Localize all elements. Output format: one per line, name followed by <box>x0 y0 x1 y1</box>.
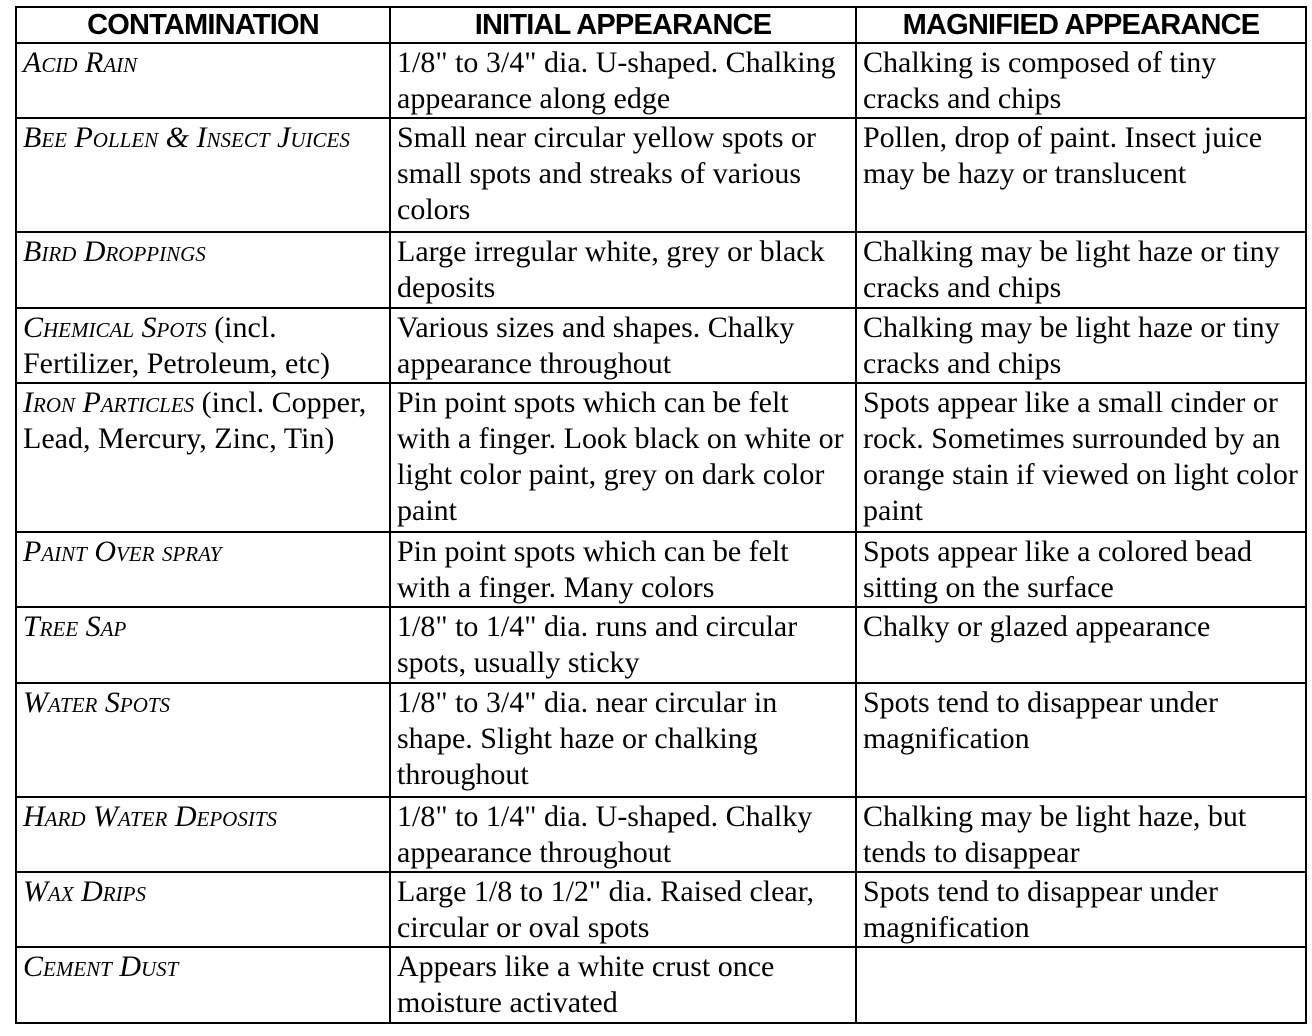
header-initial-appearance: INITIAL APPEARANCE <box>390 7 856 43</box>
table-row <box>16 43 1306 118</box>
initial-appearance-cell: Large 1/8 to 1/2" dia. Raised clear, circular or oval spots <box>390 872 856 947</box>
magnified-appearance-cell: Spots tend to disappear under magnification <box>856 872 1306 947</box>
magnified-appearance-cell: Pollen, drop of paint. Insect juice may be hazy or translucent <box>856 118 1306 232</box>
header-contamination: CONTAMINATION <box>16 7 390 43</box>
initial-appearance-cell: 1/8" to 3/4" dia. U-shaped. Chalking appearance along edge <box>390 43 856 118</box>
table-row <box>16 118 1306 232</box>
contamination-cell: Hard Water Deposits <box>16 797 390 872</box>
magnified-appearance-cell: Spots appear like a colored bead sitting on the surface <box>856 532 1306 607</box>
contamination-table <box>15 6 1307 1024</box>
contamination-cell: Paint Over spray <box>16 532 390 607</box>
table-row <box>16 683 1306 797</box>
initial-appearance-cell: 1/8" to 1/4" dia. runs and circular spots, usually sticky <box>390 607 856 682</box>
magnified-appearance-cell: Chalky or glazed appearance <box>856 607 1306 682</box>
table-row <box>16 872 1306 947</box>
initial-appearance-cell: 1/8" to 3/4" dia. near circular in shape. Slight haze or chalking throughout <box>390 683 856 797</box>
contamination-cell: Bee Pollen & Insect Juices <box>16 118 390 232</box>
contamination-cell: Wax Drips <box>16 872 390 947</box>
magnified-appearance-cell: Chalking may be light haze or tiny cracks and chips <box>856 232 1306 307</box>
magnified-appearance-cell: Spots appear like a small cinder or rock. Sometimes surrounded by an orange stain if viewed on light color paint <box>856 383 1306 532</box>
magnified-appearance-cell: Chalking may be light haze, but tends to disappear <box>856 797 1306 872</box>
header-magnified-appearance: MAGNIFIED APPEARANCE <box>856 7 1306 43</box>
contamination-cell: Iron Particles (incl. Copper, Lead, Mercury, Zinc, Tin) <box>16 383 390 532</box>
header-row <box>16 7 1306 43</box>
contamination-cell: Tree Sap <box>16 607 390 682</box>
table-row <box>16 308 1306 383</box>
initial-appearance-cell: Large irregular white, grey or black deposits <box>390 232 856 307</box>
table-row <box>16 383 1306 532</box>
contamination-cell: Chemical Spots (incl. Fertilizer, Petroleum, etc) <box>16 308 390 383</box>
initial-appearance-cell: Appears like a white crust once moisture activated <box>390 947 856 1023</box>
initial-appearance-cell: 1/8" to 1/4" dia. U-shaped. Chalky appearance throughout <box>390 797 856 872</box>
magnified-appearance-cell <box>856 947 1306 1023</box>
table-row <box>16 532 1306 607</box>
initial-appearance-cell: Pin point spots which can be felt with a finger. Many colors <box>390 532 856 607</box>
contamination-cell: Bird Droppings <box>16 232 390 307</box>
initial-appearance-cell: Small near circular yellow spots or small spots and streaks of various colors <box>390 118 856 232</box>
magnified-appearance-cell: Chalking may be light haze or tiny cracks and chips <box>856 308 1306 383</box>
table-row <box>16 947 1306 1023</box>
initial-appearance-cell: Various sizes and shapes. Chalky appearance throughout <box>390 308 856 383</box>
table-row <box>16 232 1306 307</box>
initial-appearance-cell: Pin point spots which can be felt with a finger. Look black on white or light color paint, grey on dark color paint <box>390 383 856 532</box>
magnified-appearance-cell: Spots tend to disappear under magnification <box>856 683 1306 797</box>
table-row <box>16 607 1306 682</box>
contamination-cell: Acid Rain <box>16 43 390 118</box>
contamination-cell: Water Spots <box>16 683 390 797</box>
contamination-cell: Cement Dust <box>16 947 390 1023</box>
table-row <box>16 797 1306 872</box>
magnified-appearance-cell: Chalking is composed of tiny cracks and chips <box>856 43 1306 118</box>
